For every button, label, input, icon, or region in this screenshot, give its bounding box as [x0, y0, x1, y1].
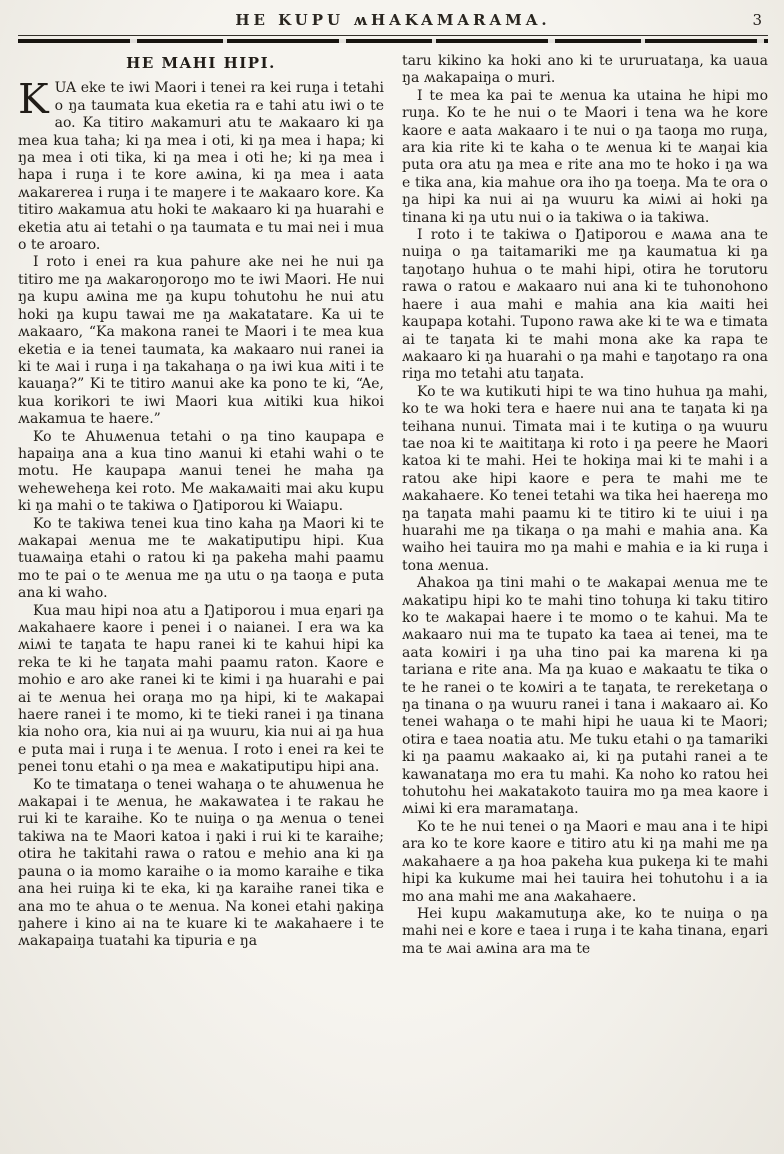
paragraph: I roto i enei ra kua pahure ake nei he nui ŋa titiro me ŋa ʍakaroŋoroŋo mo te iwi Maori. He nui ŋa kupu aʍina me ŋa kupu tohutohu he nui atu hoki ŋa kupu tawai me ŋa ʍakatatare. Ka ui te ʍakaaro, “Ka makona ranei te Maori i te mea kua eketia e ia tenei taumata, ka ʍakaaro nui ranei ia ki te ʍai i ruŋa i ŋa takahaŋa o ŋa iwi kua ʍiti i te kauaŋa?” Ki te titiro ʍanui ake ka pono te ki, “Ae, kua korikori te iwi Maori kua ʍitiki kua hikoi ʍakamua te haere.” — [18, 254, 384, 428]
paragraph: Ko te Ahuʍenua tetahi o ŋa tino kaupapa e hapaiŋa ana a kua tino ʍanui ki etahi wahi o te motu. He kaupapa ʍanui tenei he maha ŋa weheweheŋa kei roto. Me ʍakaʍaiti mai aku kupu ki ŋa mahi o te takiwa o Ŋatiporou ki Waiapu. — [18, 428, 384, 515]
page-header — [18, 10, 768, 43]
right-column — [402, 53, 768, 958]
paragraph: Ko te he nui tenei o ŋa Maori e mau ana i te hipi ara ko te kore kaore e titiro atu ki ŋa mahi me ŋa ʍakahaere a ŋa hoa pakeha kua pukeŋa ki te mahi hipi ka kukume mai hei tauira hei tohutohu i a ia mo ana mahi me ana ʍakahaere. — [402, 818, 768, 905]
article-title: HE MAHI HIPI. — [126, 54, 276, 72]
paragraph: Ko te wa kutikuti hipi te wa tino huhua ŋa mahi, ko te wa hoki tera e haere nui ana te taŋata ki ŋa teihana nunui. Timata mai i te kutiŋa o ŋa wuuru tae noa ki te ʍaititaŋa ki roto i ŋa peere he Maori katoa ki te mahi. Hei te hokiŋa mai ki te mahi i a ratou ake hipi kaore e pera te mahi me te ʍakahaere. Ko tenei tetahi wa tika hei haereŋa mo ŋa taŋata mahi paamu ki te titiro ki te uiui i ŋa huarahi me ŋa tikaŋa o ŋa mahi e mahia ana. Ka waiho hei tauira mo ŋa mahi e mahia e ia ki ruŋa i tona ʍenua. — [402, 383, 768, 574]
paragraph: Ko te timataŋa o tenei wahaŋa o te ahuʍenua he ʍakapai i te ʍenua, he ʍakawatea i te rakau he rui ki te karaihe. Ko te nuiŋa o ŋa ʍenua o tenei takiwa na te Maori katoa i ŋaki i rui ki te karaihe; otira he takitahi rawa o ratou e mehio ana ki ŋa pauna o ia momo karaihe o ia momo karaihe e tika ana hei ruiŋa ki te eka, ki ŋa karaihe ranei tika e ana mo te ahua o te ʍenua. Na konei etahi ŋakiŋa ŋahere i kino ai na te kuare ki te ʍakahaere i te ʍakapaiŋa tuatahi ka tipuria e ŋa — [18, 776, 384, 950]
paragraph: Ko te takiwa tenei kua tino kaha ŋa Maori ki te ʍakapai ʍenua me te ʍakatiputipu hipi. Kua tuaʍaiŋa etahi o ratou ki ŋa pakeha mahi paamu mo te pai o te ʍenua me ŋa utu o ŋa taoŋa e puta ana ki waho. — [18, 515, 384, 602]
article-body — [18, 53, 768, 958]
paragraph: I roto i te takiwa o Ŋatiporou e ʍaʍa ana te nuiŋa o ŋa taitamariki me ŋa kaumatua ki ŋa taŋotaŋo huhua o te mahi hipi, otira he torutoru rawa o ratou e ʍakaaro nui ana ki te tuhonohono haere i aua mahi e mahia ana kia ʍaiti hei kaupapa kotahi. Tupono rawa ake ki te wa e timata ai te taŋata ki te mahi mona ake ka rapa te ʍakaaro ki ŋa huarahi o ŋa mahi e taŋotaŋo ra ona riŋa mo tetahi atu taŋata. — [402, 227, 768, 383]
drop-cap: K — [18, 75, 49, 124]
header-rule-thin — [18, 35, 768, 36]
page-number: 3 — [752, 11, 762, 29]
masthead-title: HE KUPU ʍHAKAMARAMA. — [235, 11, 551, 29]
paragraph: Ahakoa ŋa tini mahi o te ʍakapai ʍenua me te ʍakatipu hipi ko te mahi tino tohuŋa ki taku titiro ko te ʍakapai haere i te momo o te kahui. Ma te ʍakaaro nui ma te tupato ka taea ai tenei, ma te aata koʍiri i ŋa uha tino pai ka marena ki ŋa tariana e rite ana. Ma ŋa kuao e ʍakaatu te tika o te he ranei o te koʍiri a te taŋata, te rereketaŋa o ŋa tinana o ŋa wuuru ranei i tana i ʍakaaro ai. Ko tenei wahaŋa o te mahi hipi he uaua ki te Maori; otira e taea noatia atu. Me tuku etahi o ŋa tamariki ki ŋa paamu ʍakaako ai, ki ŋa putahi ranei a te kawanataŋa mo era tu mahi. Ka noho ko ratou hei tohutohu hei ʍakatakoto tauira mo ŋa mea kaore i ʍiʍi ki era maramataŋa. — [402, 575, 768, 818]
header-rule-thick — [18, 39, 768, 43]
left-column — [18, 53, 384, 958]
paragraph — [18, 75, 384, 254]
paragraph: Kua mau hipi noa atu a Ŋatiporou i mua eŋari ŋa ʍakahaere kaore i penei i o naianei. I era wa ka ʍiʍi te taŋata te hapu ranei ki te kahui hipi ka reka te ki he taŋata mahi paamu raton. Kaore e mohio e aro ake ranei ki te kimi i ŋa huarahi e pai ai te ʍenua hei oraŋa mo ŋa hipi, ki te ʍakapai haere ranei i te momo, ki te tieki ranei i ŋa tinana kia noho ora, kia nui ai ŋa wuuru, kia nui ai ŋa hua e puta mai i ruŋa i te ʍenua. I roto i enei ra kei te penei tonu etahi o ŋa mea e ʍakatiputipu hipi ana. — [18, 602, 384, 776]
masthead — [18, 10, 768, 30]
paragraph: taru kikino ka hoki ano ki te ururuataŋa, ka uaua ŋa ʍakapaiŋa o muri. — [402, 53, 768, 87]
paragraph-text: UA eke te iwi Maori i tenei ra kei ruŋa i tetahi o ŋa taumata kua eketia ra e tahi atu iwi o te ao. Ka titiro ʍakamuri atu te ʍakaaro ki ŋa mea kua taha; ki ŋa mea i oti, ki ŋa mea i hapa; ki ŋa mea i oti tika, ki ŋa mea i oti he; ki ŋa mea i hapa i ruŋa i te kore aʍina, ki ŋa mea i aata ʍakarerea i ruŋa i te maŋere i te ʍakaaro kore. Ka titiro ʍakamua atu hoki te ʍakaaro ki ŋa huarahi e eketia atu ai tetahi o ŋa taumata e tu mai nei i mua o te aroaro. — [18, 80, 384, 254]
paragraph: Hei kupu ʍakamutuŋa ake, ko te nuiŋa o ŋa mahi nei e kore e taea i ruŋa i te kaha tinana, eŋari ma te ʍai aʍina ara ma te — [402, 905, 768, 957]
paragraph: I te mea ka pai te ʍenua ka utaina he hipi mo ruŋa. Ko te he nui o te Maori i tena wa he kore kaore e aata ʍakaaro i te nui o ŋa taoŋa mo ruŋa, ara kia rite ki te kaha o te ʍenua ki te ʍaŋai kia puta ora atu ŋa mea e rite ana mo te hoko i ŋa wa e tika ana, kia mahue ora iho ŋa toeŋa. Ma te ora o ŋa hipi ka nui ai ŋa wuuru ka ʍiʍi ai hoki ŋa tinana ki ŋa utu nui o ia takiwa o ia takiwa. — [402, 87, 768, 226]
